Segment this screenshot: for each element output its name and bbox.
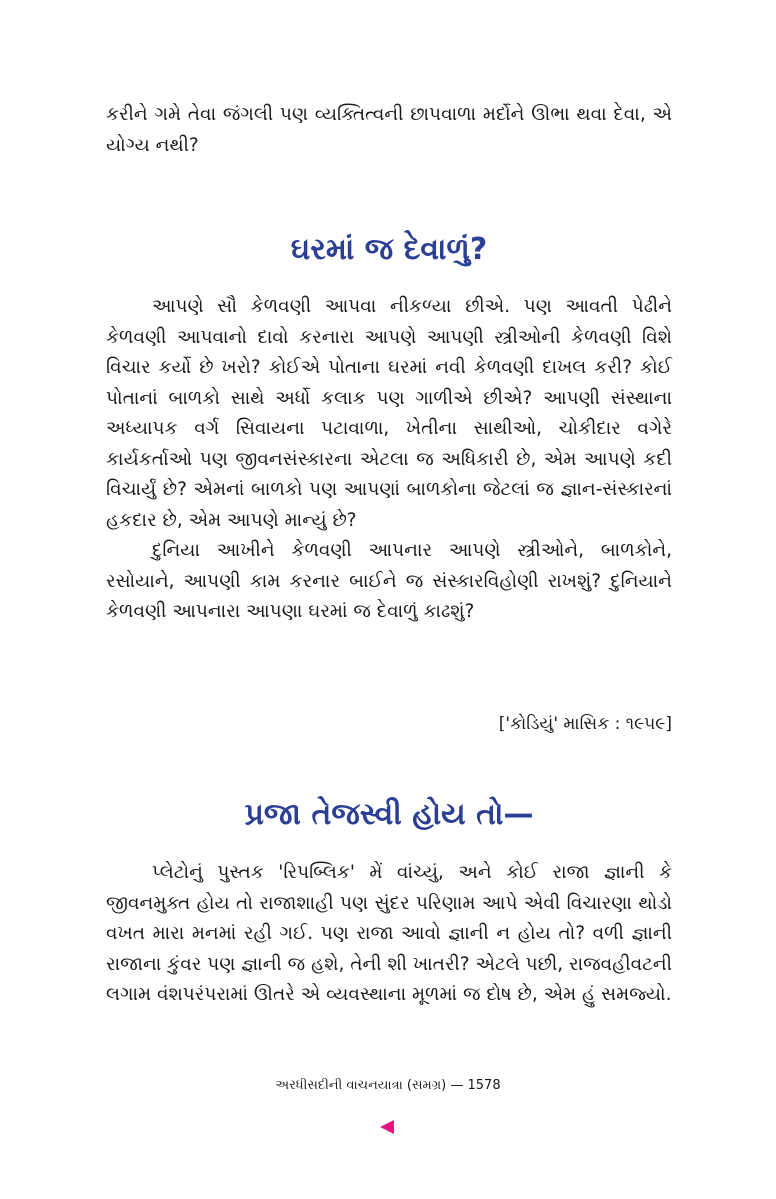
section1-paragraph-2: દુનિયા આખીને કેળવણી આપનાર આપણે સ્ત્રીઓને, બાળકોને, રસોયાને, આપણી કામ કરનાર બાઈને જ સંસ્કારવિહોણી રાખશું? દુનિયાને કેળવણી આપનારા આપણા ઘરમાં જ દેવાળું કાઢશું? (106, 540, 672, 622)
section2-body (106, 858, 672, 1011)
intro-paragraph: કરીને ગમે તેવા જંગલી પણ વ્યક્તિત્વની છાપવાળા મર્દોને ઊભા થવા દેવા, એ યોગ્ય નથી? (106, 104, 672, 156)
triangle-left-icon[interactable] (380, 1120, 394, 1134)
section1-paragraph-1: આપણે સૌ કેળવણી આપવા નીકળ્યા છીએ. પણ આવતી પેઢીને કેળવણી આપવાનો દાવો કરનારા આપણે આપણી સ્ત્રીઓની કેળવણી વિશે વિચાર કર્યો છે ખરો? કોઈએ પોતાના ઘરમાં નવી કેળવણી દાખલ કરી? કોઈ પોતાનાં બાળકો સાથે અર્ધો કલાક પણ ગાળીએ છીએ? આપણી સંસ્થાના અધ્યાપક વર્ગ સિવાયના પટાવાળા, ખેતીના સાથીઓ, ચોકીદાર વગેરે કાર્યકર્તાઓ પણ જીવનસંસ્કારના એટલા જ અધિકારી છે, એમ આપણે કદી વિચાર્યું છે? એમનાં બાળકો પણ આપણાં બાળકોના જેટલાં જ જ્ઞાન-સંસ્કારનાં હકદાર છે, એમ આપણે માન્યું છે? (106, 296, 672, 531)
footer-page-number: 1578 (467, 1078, 501, 1093)
intro-block (106, 100, 672, 161)
footer-book-title: અરધીસદીની વાચનયાત્રા (સમગ્ર) (275, 1078, 447, 1093)
section1-body (106, 292, 672, 628)
source-citation: ['કોડિયું' માસિક : ૧૯૫૯] (498, 714, 672, 734)
section-title-praja-tejasvi: પ્રજા તેજસ્વી હોય તો— (244, 797, 534, 832)
footer-separator: — (450, 1078, 464, 1093)
section-title-ghar-ma-j-devalu: ઘરમાં જ દેવાળું? (290, 232, 488, 267)
section2-paragraph-1: પ્લેટોનું પુસ્તક 'રિપબ્લિક' મેં વાંચ્યું, અને કોઈ રાજા જ્ઞાની કે જીવનમુક્ત હોય તો રાજાશાહી પણ સુંદર પરિણામ આપે એવી વિચારણા થોડો વખત મારા મનમાં રહી ગઈ. પણ રાજા આવો જ્ઞાની ન હોય તો? વળી જ્ઞાની રાજાના કુંવર પણ જ્ઞાની જ હશે, તેની શી ખાતરી? એટલે પછી, રાજવહીવટની લગામ વંશપરંપરામાં ઊતરે એ વ્યવસ્થાના મૂળમાં જ દોષ છે, એમ હું સમજ્યો. (106, 862, 672, 1005)
page-footer (0, 1078, 776, 1093)
